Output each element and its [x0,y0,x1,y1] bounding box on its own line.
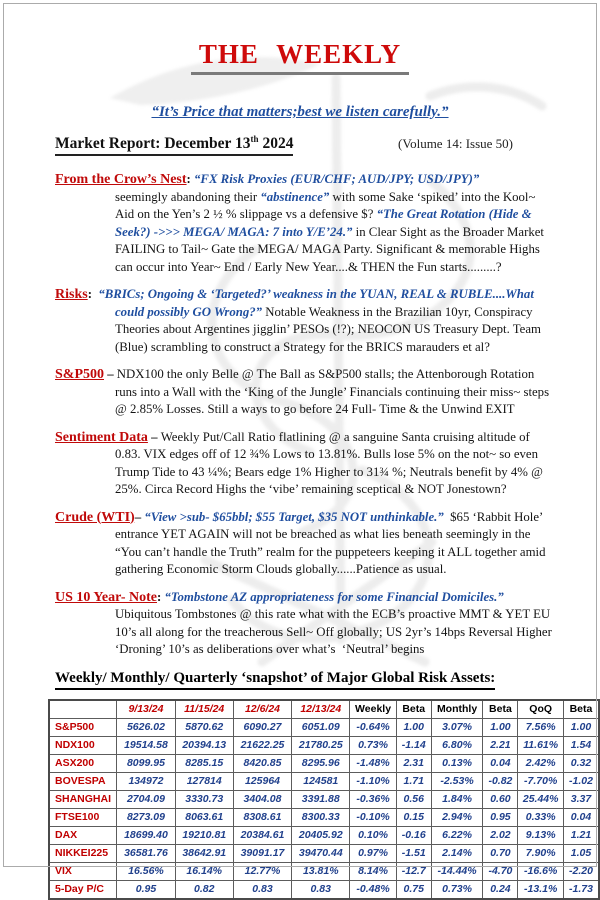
asset-value: 1.71 [396,772,431,790]
column-header: 12/13/24 [292,700,350,719]
section-separator: – [134,509,145,524]
section-separator: – [104,367,117,381]
asset-value: 0.24 [483,880,518,899]
asset-value: 3391.88 [292,790,350,808]
asset-value: -1.02 [563,772,599,790]
asset-value: 19210.81 [175,826,233,844]
asset-value: 1.00 [483,718,518,736]
table-row [49,808,599,826]
asset-value: 21780.25 [292,736,350,754]
asset-value: 0.70 [483,844,518,862]
asset-label: DAX [49,826,117,844]
asset-value: 0.73% [431,880,483,899]
table-row [49,754,599,772]
asset-value: -13.1% [518,880,564,899]
asset-value: 134972 [117,772,175,790]
column-header: 11/15/24 [175,700,233,719]
section-heading: Crude (WTI) [55,509,135,525]
asset-label: ASX200 [49,754,117,772]
section-text: “The Great Rotation (Hide & Seek?) ->>> MEGA/ MAGA: 7 into Y/E’24.” [115,207,535,239]
asset-value: 127814 [175,772,233,790]
asset-value: 8.14% [350,862,396,880]
asset-value: 0.04 [483,754,518,772]
asset-value: 0.95 [483,808,518,826]
asset-value: 3330.73 [175,790,233,808]
asset-value: 13.81% [292,862,350,880]
report-title: Market Report: December 13th 2024 [55,134,293,156]
asset-value: 0.60 [483,790,518,808]
asset-value: 0.95 [117,880,175,899]
section-separator: : [87,287,99,301]
asset-value: 0.04 [563,808,599,826]
asset-value: 5870.62 [175,718,233,736]
column-header: QoQ [518,700,564,719]
asset-value: -0.82 [483,772,518,790]
asset-value: 2.21 [483,736,518,754]
asset-value: 0.10% [350,826,396,844]
asset-value: -7.70% [518,772,564,790]
column-header: 9/13/24 [117,700,175,719]
section-text: “abstinence” [260,189,330,204]
column-header: Beta [563,700,599,719]
asset-value: 124581 [292,772,350,790]
section-text: Weekly Put/Call Ratio flatlining @ a sanguine Santa cruising altitude of 0.83. VIX edges off of 12 ¾% Lows to 13.81%. Bulls lose 5% on the not~ so even Trump Tide to 43 ¼%; Bears edge 1% Higher to 31¾ %; Neutrals benefit by 4% @ 25%. Circa Record Highs the ‘vibe’ remaining sceptical & NOT Jonestown? [115,429,547,496]
column-header: 12/6/24 [233,700,291,719]
asset-value: 8300.33 [292,808,350,826]
asset-value: -14.44% [431,862,483,880]
table-row [49,736,599,754]
section-text: with some Sake ‘spiked’ into the Kool~ Aid on the Yen’s 2 ½ % slippage vs a defensive $? [115,189,538,221]
asset-label: BOVESPA [49,772,117,790]
asset-value: 1.84% [431,790,483,808]
asset-value: 39091.17 [233,844,291,862]
asset-value: 0.13% [431,754,483,772]
section-text: “Tombstone AZ appropriateness for some Financial Domiciles.” [164,589,504,604]
asset-value: 1.54 [563,736,599,754]
table-row [49,862,599,880]
asset-value: 8273.09 [117,808,175,826]
table-heading: Weekly/ Monthly/ Quarterly ‘snapshot’ of Major Global Risk Assets: [55,670,495,690]
volume-issue: (Volume 14: Issue 50) [398,136,513,151]
asset-label: VIX [49,862,117,880]
asset-label: SHANGHAI [49,790,117,808]
asset-value: 38642.91 [175,844,233,862]
asset-value: -16.6% [518,862,564,880]
asset-value: 3404.08 [233,790,291,808]
asset-value: 9.13% [518,826,564,844]
section-heading: S&P500 [55,367,104,382]
newsletter-title: THE WEEKLY [191,40,409,75]
section-text: “View >sub- $65bbl; $55 Target, $35 NOT unthinkable.” [144,509,444,524]
asset-value: -2.53% [431,772,483,790]
section-text: seemingly abandoning their [115,189,261,204]
asset-value: 36581.76 [117,844,175,862]
asset-value: 8420.85 [233,754,291,772]
asset-value: 20394.13 [175,736,233,754]
asset-value: -2.20 [563,862,599,880]
report-heading-row [55,134,545,156]
asset-value: 0.15 [396,808,431,826]
asset-value: 0.73% [350,736,396,754]
asset-label: NIKKEI225 [49,844,117,862]
asset-label: S&P500 [49,718,117,736]
section-text: “BRICs; Ongoing & ‘Targeted?’ weakness in the YUAN, REAL & RUBLE....What could possibly GO Wrong?” [98,287,538,319]
section-heading: From the Crow’s Nest [55,172,187,187]
column-header [49,700,117,719]
asset-value: -0.36% [350,790,396,808]
section-text: “FX Risk Proxies (EUR/CHF; AUD/JPY; USD/JPY)” [194,172,480,186]
asset-value: 18699.40 [117,826,175,844]
asset-value: 2.02 [483,826,518,844]
table-row [49,772,599,790]
asset-value: -1.48% [350,754,396,772]
asset-value: 0.32 [563,754,599,772]
column-header: Beta [396,700,431,719]
asset-value: 2.42% [518,754,564,772]
asset-label: NDX100 [49,736,117,754]
asset-value: 8308.61 [233,808,291,826]
sections [55,171,555,659]
section [55,589,555,659]
asset-value: 39470.44 [292,844,350,862]
asset-value: 0.82 [175,880,233,899]
asset-value: 20384.61 [233,826,291,844]
asset-value: 6090.27 [233,718,291,736]
asset-value: -12.7 [396,862,431,880]
table-row [49,880,599,899]
asset-value: 0.83 [292,880,350,899]
asset-value: 8063.61 [175,808,233,826]
asset-value: 8099.95 [117,754,175,772]
section [55,286,555,356]
asset-value: 2.31 [396,754,431,772]
asset-value: 2.94% [431,808,483,826]
section-text: $65 ‘Rabbit Hole’ entrance YET AGAIN will not be breached as what lies beneath seemingly in the “You can’t handle the Truth” realm for the puppeteers keeping it ALL together amid gathering Economic Storm Clouds globally......Patience as usual. [115,509,549,576]
asset-value: -0.16 [396,826,431,844]
asset-value: 3.37 [563,790,599,808]
asset-value: 0.83 [233,880,291,899]
asset-value: 0.56 [396,790,431,808]
asset-value: -1.10% [350,772,396,790]
table-row [49,790,599,808]
asset-value: 12.77% [233,862,291,880]
asset-value: 21622.25 [233,736,291,754]
asset-value: -0.48% [350,880,396,899]
table-row [49,718,599,736]
asset-value: 6.22% [431,826,483,844]
section-separator: : [157,589,165,604]
section-text: Notable Weakness in the Brazilian 10yr, Conspiracy Theories about Argentines jigglin’ PESOs (!?); NEOCON US Treasury Dept. Team (Blue) scrambling to construct a Strategy for the BRICS marauders et al? [115,304,545,354]
asset-value: 2704.09 [117,790,175,808]
asset-label: 5-Day P/C [49,880,117,899]
section-text: Ubiquitous Tombstones @ this rate what with the ECB’s proactive MMT & YET EU 10’s all along for the treacherous Sell~ Off globally; US 2yr’s 14bps Reversal Higher ‘Droning’ 10’s as deliberations over what’s ‘Neutral’ begins [115,607,556,656]
asset-value: 1.21 [563,826,599,844]
table-row [49,844,599,862]
asset-value: -0.64% [350,718,396,736]
table-row [49,826,599,844]
tagline: “It’s Price that matters;best we listen carefully.” [151,103,449,120]
asset-value: 16.14% [175,862,233,880]
asset-value: 25.44% [518,790,564,808]
column-header: Beta [483,700,518,719]
asset-value: 3.07% [431,718,483,736]
asset-value: -1.73 [563,880,599,899]
section-heading: Sentiment Data [55,429,148,445]
section-heading: US 10 Year- Note [55,589,157,605]
snapshot-table-body [49,718,599,899]
asset-value: 1.00 [563,718,599,736]
section-separator: : [186,172,195,186]
table-heading-wrap [55,669,555,690]
asset-value: -1.51 [396,844,431,862]
asset-value: 0.33% [518,808,564,826]
asset-value: 8295.96 [292,754,350,772]
asset-value: 125964 [233,772,291,790]
header [0,0,600,121]
asset-value: 1.05 [563,844,599,862]
asset-value: 6051.09 [292,718,350,736]
snapshot-table-head [49,700,599,719]
column-header: Weekly [350,700,396,719]
asset-value: -4.70 [483,862,518,880]
snapshot-table [48,699,600,900]
section [55,509,555,579]
asset-value: -0.10% [350,808,396,826]
asset-label: FTSE100 [49,808,117,826]
section-text: NDX100 the only Belle @ The Ball as S&P500 stalls; the Attenborough Rotation runs into a Wall with the ‘King of the Jungle’ Financials continuing their miss~ steps @ 2.85% Losses. Still a ways to go before 24 Full- Time & the Unwind EXIT [115,367,553,416]
asset-value: 5626.02 [117,718,175,736]
asset-value: 0.97% [350,844,396,862]
asset-value: 16.56% [117,862,175,880]
asset-value: 11.61% [518,736,564,754]
section-text: in Clear Sight as the Broader Market FAILING to Tail~ Gate the MEGA/ MAGA Party. Significant & memorable Highs can occur into Year~ End / Early New Year....& THEN the Fun starts.........? [115,224,548,274]
section [55,171,555,276]
section-separator: – [147,429,161,444]
asset-value: 7.56% [518,718,564,736]
asset-value: 19514.58 [117,736,175,754]
section [55,429,555,499]
asset-value: -1.14 [396,736,431,754]
asset-value: 8285.15 [175,754,233,772]
section-heading: Risks [55,287,88,302]
asset-value: 6.80% [431,736,483,754]
asset-value: 20405.92 [292,826,350,844]
column-header: Monthly [431,700,483,719]
asset-value: 1.00 [396,718,431,736]
section [55,366,555,419]
asset-value: 7.90% [518,844,564,862]
asset-value: 2.14% [431,844,483,862]
asset-value: 0.75 [396,880,431,899]
